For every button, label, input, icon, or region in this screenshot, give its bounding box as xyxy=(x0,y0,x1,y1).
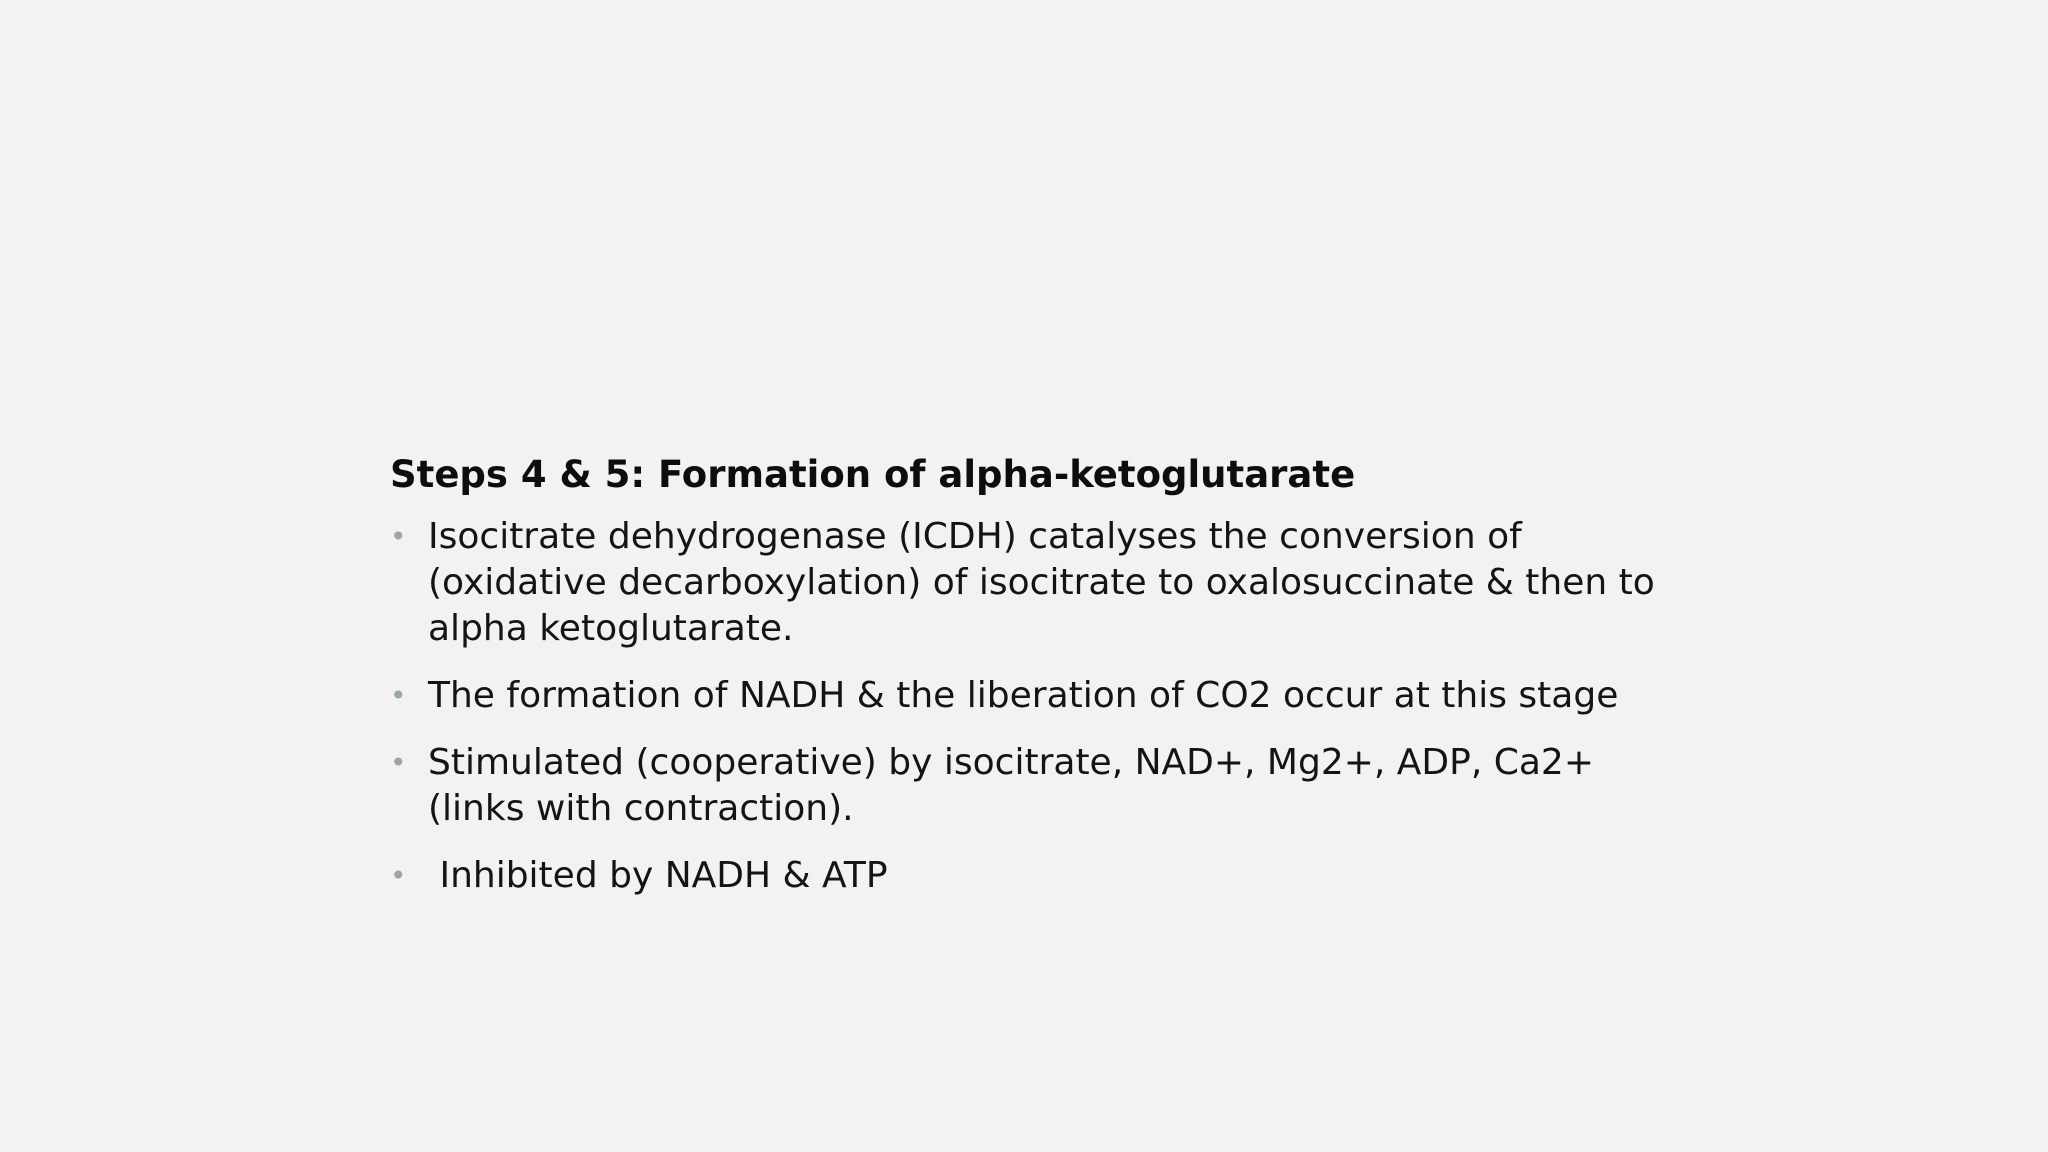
bullet-list xyxy=(390,514,1690,899)
bullet-item xyxy=(390,514,1690,652)
bullet-dot-icon: • xyxy=(390,746,407,779)
bullet-text: Stimulated (cooperative) by isocitrate, NAD+, Mg2+, ADP, Ca2+ (links with contraction). xyxy=(428,742,1594,829)
bullet-item xyxy=(390,673,1690,719)
bullet-dot-icon: • xyxy=(390,679,407,712)
slide-heading: Steps 4 & 5: Formation of alpha-ketoglutarate xyxy=(390,453,1356,496)
bullet-item xyxy=(390,740,1690,832)
bullet-dot-icon: • xyxy=(390,520,407,553)
bullet-text: Inhibited by NADH & ATP xyxy=(428,855,888,896)
bullet-dot-icon: • xyxy=(390,859,407,892)
bullet-text: The formation of NADH & the liberation of CO2 occur at this stage xyxy=(428,675,1619,716)
bullet-text: Isocitrate dehydrogenase (ICDH) catalyses the conversion of (oxidative decarboxylation) of isocitrate to oxalosuccinate & then to alpha ketoglutarate. xyxy=(428,516,1655,649)
bullet-item xyxy=(390,853,1690,899)
slide-content xyxy=(390,448,1690,920)
